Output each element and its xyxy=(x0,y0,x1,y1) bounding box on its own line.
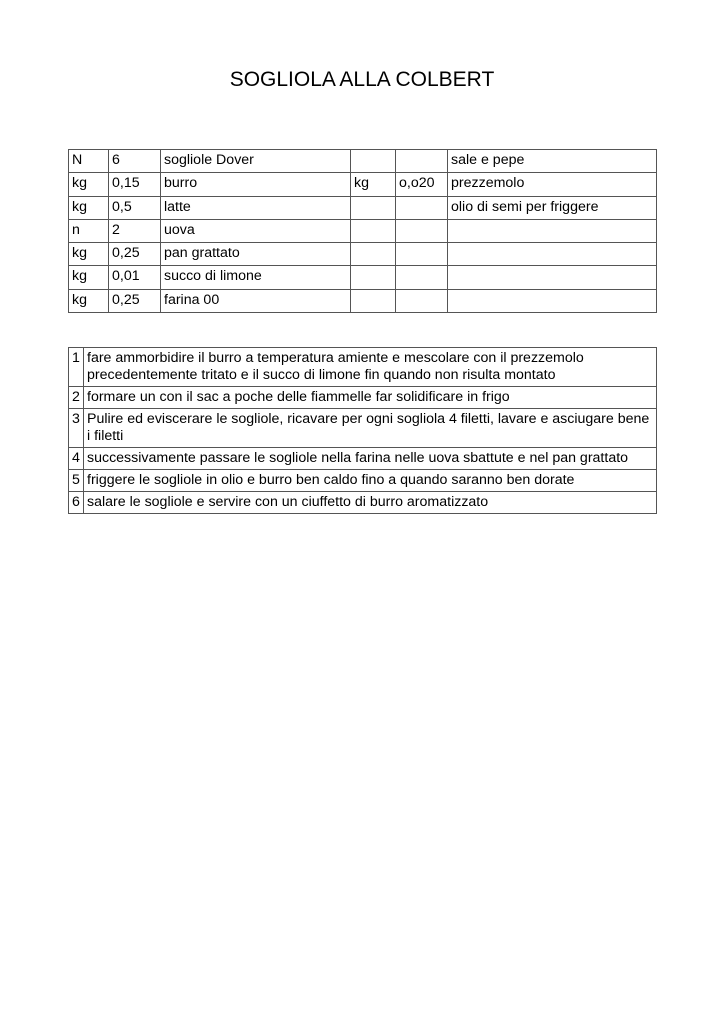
ingredient-row xyxy=(69,219,657,242)
step-number: 6 xyxy=(69,492,84,514)
ingredient-unit2-cell xyxy=(351,266,396,289)
ingredient-row xyxy=(69,289,657,312)
ingredient-qty-cell: 0,5 xyxy=(109,196,161,219)
step-text: fare ammorbidire il burro a temperatura amiente e mescolare con il prezzemolo precedentemente tritato e il succo di limone fin quando non risulta montato xyxy=(84,348,657,387)
step-number: 4 xyxy=(69,448,84,470)
ingredient-qty-cell: 2 xyxy=(109,219,161,242)
ingredient-qty2-cell xyxy=(396,196,448,219)
ingredient-qty2-cell xyxy=(396,243,448,266)
ingredient-name-cell: pan grattato xyxy=(161,243,351,266)
ingredient-qty-cell: 6 xyxy=(109,150,161,173)
ingredient-row xyxy=(69,266,657,289)
page-title: SOGLIOLA ALLA COLBERT xyxy=(229,68,495,91)
step-number: 2 xyxy=(69,387,84,409)
ingredient-unit2-cell: kg xyxy=(351,173,396,196)
step-row xyxy=(69,492,657,514)
ingredient-unit-cell: kg xyxy=(69,266,109,289)
step-number: 1 xyxy=(69,348,84,387)
ingredient-extra-cell xyxy=(448,289,657,312)
ingredient-unit2-cell xyxy=(351,243,396,266)
ingredient-extra-cell: prezzemolo xyxy=(448,173,657,196)
ingredient-unit2-cell xyxy=(351,196,396,219)
ingredient-row xyxy=(69,173,657,196)
ingredient-qty2-cell: o,o20 xyxy=(396,173,448,196)
ingredient-qty2-cell xyxy=(396,150,448,173)
step-text: successivamente passare le sogliole nella farina nelle uova sbattute e nel pan grattato xyxy=(84,448,657,470)
ingredient-unit-cell: kg xyxy=(69,243,109,266)
ingredient-extra-cell xyxy=(448,266,657,289)
ingredient-unit-cell: kg xyxy=(69,173,109,196)
step-row xyxy=(69,409,657,448)
ingredient-extra-cell xyxy=(448,219,657,242)
step-text: salare le sogliole e servire con un ciuffetto di burro aromatizzato xyxy=(84,492,657,514)
ingredient-extra-cell: olio di semi per friggere xyxy=(448,196,657,219)
ingredient-qty-cell: 0,15 xyxy=(109,173,161,196)
ingredients-table xyxy=(68,149,657,313)
ingredient-unit-cell: kg xyxy=(69,196,109,219)
ingredient-qty2-cell xyxy=(396,219,448,242)
ingredient-unit-cell: kg xyxy=(69,289,109,312)
ingredient-qty-cell: 0,25 xyxy=(109,243,161,266)
ingredient-row xyxy=(69,150,657,173)
ingredient-name-cell: farina 00 xyxy=(161,289,351,312)
ingredient-unit2-cell xyxy=(351,219,396,242)
step-text: friggere le sogliole in olio e burro ben caldo fino a quando saranno ben dorate xyxy=(84,470,657,492)
ingredient-name-cell: sogliole Dover xyxy=(161,150,351,173)
ingredient-unit2-cell xyxy=(351,289,396,312)
ingredient-unit2-cell xyxy=(351,150,396,173)
ingredient-qty-cell: 0,01 xyxy=(109,266,161,289)
step-row xyxy=(69,387,657,409)
ingredient-qty-cell: 0,25 xyxy=(109,289,161,312)
step-row xyxy=(69,448,657,470)
step-number: 3 xyxy=(69,409,84,448)
step-row xyxy=(69,470,657,492)
step-text: Pulire ed eviscerare le sogliole, ricavare per ogni sogliola 4 filetti, lavare e asciugare bene i filetti xyxy=(84,409,657,448)
ingredient-qty2-cell xyxy=(396,289,448,312)
ingredient-name-cell: burro xyxy=(161,173,351,196)
ingredient-row xyxy=(69,196,657,219)
step-row xyxy=(69,348,657,387)
ingredient-name-cell: latte xyxy=(161,196,351,219)
ingredient-qty2-cell xyxy=(396,266,448,289)
ingredient-unit-cell: n xyxy=(69,219,109,242)
ingredient-row xyxy=(69,243,657,266)
step-number: 5 xyxy=(69,470,84,492)
ingredient-name-cell: uova xyxy=(161,219,351,242)
ingredient-unit-cell: N xyxy=(69,150,109,173)
ingredient-name-cell: succo di limone xyxy=(161,266,351,289)
steps-table xyxy=(68,347,657,514)
step-text: formare un con il sac a poche delle fiammelle far solidificare in frigo xyxy=(84,387,657,409)
ingredient-extra-cell xyxy=(448,243,657,266)
ingredient-extra-cell: sale e pepe xyxy=(448,150,657,173)
